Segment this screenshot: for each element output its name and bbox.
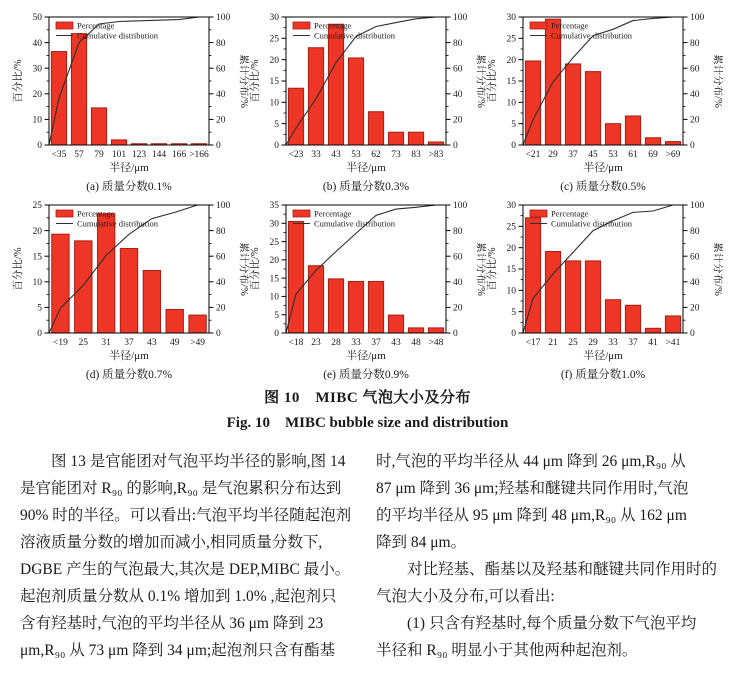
legend-bar-swatch	[56, 22, 73, 29]
x-tick-label: 53	[608, 150, 618, 160]
percentage-bar	[428, 328, 443, 333]
percentage-bar	[645, 138, 660, 145]
right-tick-label: 40	[453, 90, 463, 100]
y-axis-label-left: 百分比/%	[487, 247, 498, 291]
x-tick-label: 28	[331, 338, 341, 348]
percentage-bar	[368, 112, 383, 145]
right-tick-label: 60	[453, 64, 463, 75]
percentage-bar	[625, 116, 640, 145]
percentage-bar	[189, 315, 206, 333]
percentage-bar	[97, 214, 114, 333]
right-tick-label: 0	[453, 329, 458, 340]
right-tick-label: 0	[216, 329, 221, 340]
figure-title-chinese: 图 10 MIBC 气泡大小及分布	[264, 390, 471, 406]
left-tick-label: 10	[32, 278, 42, 288]
left-tick-label: 35	[269, 201, 279, 212]
left-tick-label: 0	[274, 141, 279, 152]
right-tick-label: 100	[453, 13, 468, 24]
right-tick-label: 40	[216, 278, 226, 288]
percentage-bar	[605, 124, 620, 145]
x-axis-label: 半径/μm	[583, 162, 623, 174]
figure-title-english: Fig. 10 MIBC bubble size and distribution	[226, 415, 509, 431]
legend-bar-swatch	[293, 210, 310, 217]
y-axis-label-left: 百分比/%	[250, 247, 261, 291]
right-tick-label: 60	[690, 64, 700, 75]
x-tick-label: 33	[351, 338, 361, 348]
right-tick-label: 100	[690, 201, 705, 212]
left-tick-label: 0	[511, 141, 516, 152]
text-line: 起泡剂质量分数从 0.1% 增加到 1.0% ,起泡剂只	[20, 588, 337, 605]
left-tick-label: 15	[269, 274, 279, 285]
x-tick-label: 48	[411, 338, 421, 348]
right-tick-label: 0	[453, 141, 458, 152]
x-axis-label: 半径/μm	[583, 350, 623, 362]
subplot-caption: (c) 质量分数0.5%	[560, 181, 646, 193]
percentage-bar	[585, 261, 600, 333]
y-axis-label-right: 累计分布/%	[238, 242, 249, 296]
text-line: 半径和 R₉₀ 明显小于其他两种起泡剂。	[376, 642, 638, 659]
chart-svg	[486, 8, 723, 196]
y-axis-label-right: 累计分布/%	[238, 54, 249, 108]
subplot-caption: (b) 质量分数0.3%	[322, 181, 410, 193]
right-tick-label: 20	[453, 303, 463, 314]
legend-cumulative-label: Cumulative distribution	[77, 30, 158, 41]
x-tick-label: 49	[169, 338, 180, 348]
percentage-bar	[565, 64, 580, 145]
x-axis-label: 半径/μm	[346, 350, 386, 362]
text-line: 时,气泡的平均半径从 44 μm 降到 26 μm,R₉₀ 从	[376, 453, 686, 470]
x-tick-label: 83	[411, 150, 421, 160]
x-tick-label: 29	[548, 150, 558, 160]
subplot-caption: (d) 质量分数0.7%	[85, 369, 173, 381]
x-tick-label: 25	[568, 338, 578, 348]
percentage-bar	[368, 281, 383, 333]
legend-percentage-label: Percentage	[551, 20, 589, 31]
chart-svg	[249, 8, 486, 196]
right-tick-label: 100	[690, 13, 705, 24]
x-tick-label: 43	[391, 338, 401, 348]
text-line: μm,R₉₀ 从 73 μm 降到 34 μm;起泡剂只含有酯基	[20, 642, 336, 659]
left-tick-label: 0	[511, 329, 516, 340]
y-axis-label-right: 累计分布/%	[475, 242, 486, 296]
y-axis-label-left: 百分比/%	[13, 59, 24, 103]
x-axis-label: 半径/μm	[346, 162, 386, 174]
x-tick-label: >69	[665, 150, 681, 160]
left-tick-label: 25	[32, 201, 42, 212]
legend-cumulative-label: Cumulative distribution	[551, 30, 632, 41]
percentage-bar	[545, 252, 560, 333]
percentage-bar	[111, 140, 126, 145]
text-line: 87 μm 降到 36 μm;羟基和醚键共同作用时,气泡	[376, 480, 689, 497]
text-line: 是官能团对 R₉₀ 的影响,R₉₀ 是气泡累积分布达到	[20, 480, 342, 497]
x-tick-label: 23	[311, 338, 321, 348]
chart-svg	[12, 8, 249, 196]
y-axis-label-right: 累计分布/%	[712, 54, 723, 108]
x-tick-label: >41	[665, 338, 681, 348]
percentage-bar	[645, 328, 660, 333]
left-tick-label: 40	[32, 38, 42, 49]
left-tick-label: 10	[269, 98, 279, 109]
left-tick-label: 25	[506, 222, 516, 233]
x-tick-label: <17	[525, 338, 541, 348]
left-tick-label: 30	[32, 64, 42, 75]
x-tick-label: 166	[171, 150, 187, 160]
legend-percentage-label: Percentage	[77, 208, 115, 219]
text-column-left	[20, 448, 362, 664]
left-tick-label: 15	[506, 77, 516, 88]
legend-percentage-label: Percentage	[314, 208, 352, 219]
right-tick-label: 80	[690, 226, 700, 237]
x-tick-label: 43	[331, 150, 341, 160]
y-axis-label-left: 百分比/%	[487, 59, 498, 103]
text-line: 溶液质量分数的增加而减小,相同质量分数下,	[20, 534, 323, 551]
right-tick-label: 100	[216, 13, 231, 24]
right-tick-label: 60	[216, 252, 226, 263]
text-line: 降到 84 μm。	[376, 534, 467, 551]
left-tick-label: 5	[511, 119, 516, 130]
x-tick-label: 123	[131, 150, 147, 160]
text-line: 含有羟基时,气泡的平均半径从 36 μm 降到 23	[20, 615, 324, 632]
right-tick-label: 0	[690, 141, 695, 152]
left-tick-label: 5	[37, 303, 42, 314]
subplot-caption: (f) 质量分数1.0%	[560, 369, 646, 381]
x-tick-label: 33	[311, 150, 321, 160]
legend-cumulative-label: Cumulative distribution	[551, 218, 632, 229]
x-tick-label: 73	[391, 150, 401, 160]
right-tick-label: 20	[216, 115, 226, 126]
legend-percentage-label: Percentage	[77, 20, 115, 31]
chart-svg	[12, 196, 249, 384]
y-axis-label-left: 百分比/%	[250, 59, 261, 103]
right-tick-label: 60	[690, 252, 700, 263]
left-tick-label: 30	[269, 13, 279, 24]
left-tick-label: 15	[506, 265, 516, 276]
chart-f-mass-fraction-1-0pct	[486, 196, 723, 384]
x-tick-label: 37	[568, 150, 578, 160]
x-tick-label: 69	[648, 150, 658, 160]
y-axis-label-right: 累计分布/%	[475, 54, 486, 108]
x-tick-label: 33	[608, 338, 618, 348]
left-tick-label: 0	[274, 329, 279, 340]
legend-bar-swatch	[530, 210, 547, 217]
x-tick-label: 79	[94, 150, 104, 160]
right-tick-label: 60	[216, 64, 226, 75]
right-tick-label: 80	[453, 38, 463, 49]
left-tick-label: 20	[506, 55, 516, 66]
percentage-bar	[120, 249, 137, 333]
percentage-bar	[388, 132, 403, 145]
x-tick-label: 25	[78, 338, 89, 348]
percentage-bar	[625, 305, 640, 333]
text-line: (1) 只含有羟基时,每个质量分数下气泡平均	[407, 615, 697, 632]
percentage-bar	[565, 261, 580, 333]
subplot-caption: (a) 质量分数0.1%	[86, 181, 172, 193]
left-tick-label: 20	[32, 90, 42, 100]
x-tick-label: >83	[428, 150, 444, 160]
right-tick-label: 80	[690, 38, 700, 49]
percentage-bar	[166, 309, 183, 333]
legend-percentage-label: Percentage	[314, 20, 352, 31]
x-tick-label: 29	[588, 338, 598, 348]
left-tick-label: 20	[269, 55, 279, 66]
right-tick-label: 0	[690, 329, 695, 340]
percentage-bar	[71, 34, 86, 145]
left-tick-label: 20	[32, 226, 42, 237]
left-tick-label: 20	[506, 243, 516, 254]
chart-svg	[486, 196, 723, 384]
percentage-bar	[328, 24, 343, 145]
x-axis-label: 半径/μm	[109, 350, 149, 362]
percentage-bar	[408, 328, 423, 333]
x-tick-label: 37	[371, 338, 381, 348]
chart-b-mass-fraction-0-3pct	[249, 8, 486, 196]
percentage-bar	[348, 281, 363, 333]
percentage-bar	[605, 300, 620, 333]
left-tick-label: 10	[32, 115, 42, 126]
y-axis-label-right: 累计分布/%	[712, 242, 723, 296]
x-tick-label: 37	[628, 338, 638, 348]
x-tick-label: <19	[52, 338, 68, 348]
left-tick-label: 30	[506, 201, 516, 212]
left-tick-label: 5	[511, 307, 516, 318]
left-tick-label: 50	[32, 13, 42, 24]
legend-bar-swatch	[530, 22, 547, 29]
x-tick-label: <18	[288, 338, 304, 348]
left-tick-label: 15	[269, 77, 279, 88]
right-tick-label: 20	[216, 303, 226, 314]
right-tick-label: 40	[690, 278, 700, 288]
x-tick-label: 37	[124, 338, 134, 348]
right-tick-label: 80	[453, 226, 463, 237]
percentage-bar	[665, 316, 680, 333]
left-tick-label: 30	[506, 13, 516, 24]
right-tick-label: 40	[690, 90, 700, 100]
text-column-right	[376, 448, 718, 664]
right-tick-label: 20	[690, 115, 700, 126]
x-tick-label: 57	[74, 150, 84, 160]
percentage-bar	[91, 108, 106, 145]
left-tick-label: 10	[506, 98, 516, 109]
left-tick-label: 25	[269, 34, 279, 45]
right-tick-label: 40	[216, 90, 226, 100]
legend-cumulative-label: Cumulative distribution	[314, 30, 395, 41]
percentage-bar	[52, 234, 69, 333]
y-axis-label-left: 百分比/%	[13, 247, 24, 291]
right-tick-label: 40	[453, 278, 463, 288]
text-line: DGBE 产生的气泡最大,其次是 DEP,MIBC 最小。	[20, 561, 351, 578]
chart-d-mass-fraction-0-7pct	[12, 196, 249, 384]
left-tick-label: 10	[269, 292, 279, 303]
percentage-bar	[388, 315, 403, 333]
chart-c-mass-fraction-0-5pct	[486, 8, 723, 196]
x-tick-label: 61	[628, 150, 638, 160]
legend-cumulative-label: Cumulative distribution	[314, 218, 395, 229]
right-tick-label: 80	[216, 38, 226, 49]
right-tick-label: 20	[453, 115, 463, 126]
legend-bar-swatch	[293, 22, 310, 29]
x-tick-label: 144	[151, 150, 167, 160]
chart-e-mass-fraction-0-9pct	[249, 196, 486, 384]
x-tick-label: >49	[190, 338, 206, 348]
subplot-caption: (e) 质量分数0.9%	[323, 369, 409, 381]
left-tick-label: 0	[37, 141, 42, 152]
x-tick-label: 43	[147, 338, 157, 348]
percentage-bar	[308, 266, 323, 333]
x-axis-label: 半径/μm	[109, 162, 149, 174]
percentage-bar	[75, 241, 92, 333]
text-line: 对比羟基、酯基以及羟基和醚键共同作用时的	[407, 561, 718, 578]
right-tick-label: 60	[453, 252, 463, 263]
body-text	[0, 438, 735, 664]
percentage-bar	[348, 58, 363, 145]
text-line: 气泡大小及分布,可以看出:	[376, 588, 555, 605]
left-tick-label: 20	[269, 256, 279, 267]
left-tick-label: 30	[269, 219, 279, 230]
text-line: 90% 时的半径。可以看出:气泡平均半径随起泡剂	[20, 507, 352, 524]
left-tick-label: 10	[506, 286, 516, 297]
x-tick-label: >48	[428, 338, 444, 348]
right-tick-label: 20	[690, 303, 700, 314]
right-tick-label: 100	[453, 201, 468, 212]
left-tick-label: 15	[32, 252, 42, 263]
percentage-bar	[143, 271, 160, 333]
percentage-bar	[585, 72, 600, 145]
text-line: 图 13 是官能团对气泡平均半径的影响,图 14	[51, 453, 346, 470]
percentage-bar	[308, 48, 323, 145]
x-tick-label: 62	[371, 150, 381, 160]
x-tick-label: <35	[51, 150, 67, 160]
left-tick-label: 25	[506, 34, 516, 45]
x-tick-label: >166	[189, 150, 209, 160]
figure-caption-block	[0, 386, 735, 432]
percentage-bar	[328, 279, 343, 333]
left-tick-label: 5	[274, 310, 279, 321]
left-tick-label: 5	[274, 119, 279, 130]
legend-cumulative-label: Cumulative distribution	[77, 218, 158, 229]
percentage-bar	[408, 132, 423, 145]
left-tick-label: 25	[269, 237, 279, 248]
chart-a-mass-fraction-0-1pct	[12, 8, 249, 196]
x-tick-label: 31	[101, 338, 111, 348]
text-line: 的平均半径从 95 μm 降到 48 μm,R₉₀ 从 162 μm	[376, 507, 687, 524]
x-tick-label: 53	[351, 150, 361, 160]
legend-bar-swatch	[56, 210, 73, 217]
x-tick-label: <23	[288, 150, 304, 160]
chart-svg	[249, 196, 486, 384]
right-tick-label: 80	[216, 226, 226, 237]
x-tick-label: 101	[111, 150, 127, 160]
right-tick-label: 0	[216, 141, 221, 152]
left-tick-label: 0	[37, 329, 42, 340]
x-tick-label: 45	[588, 150, 598, 160]
legend-percentage-label: Percentage	[551, 208, 589, 219]
percentage-bar	[665, 142, 680, 145]
right-tick-label: 100	[216, 201, 231, 212]
x-tick-label: <21	[525, 150, 541, 160]
x-tick-label: 21	[548, 338, 558, 348]
x-tick-label: 41	[648, 338, 658, 348]
